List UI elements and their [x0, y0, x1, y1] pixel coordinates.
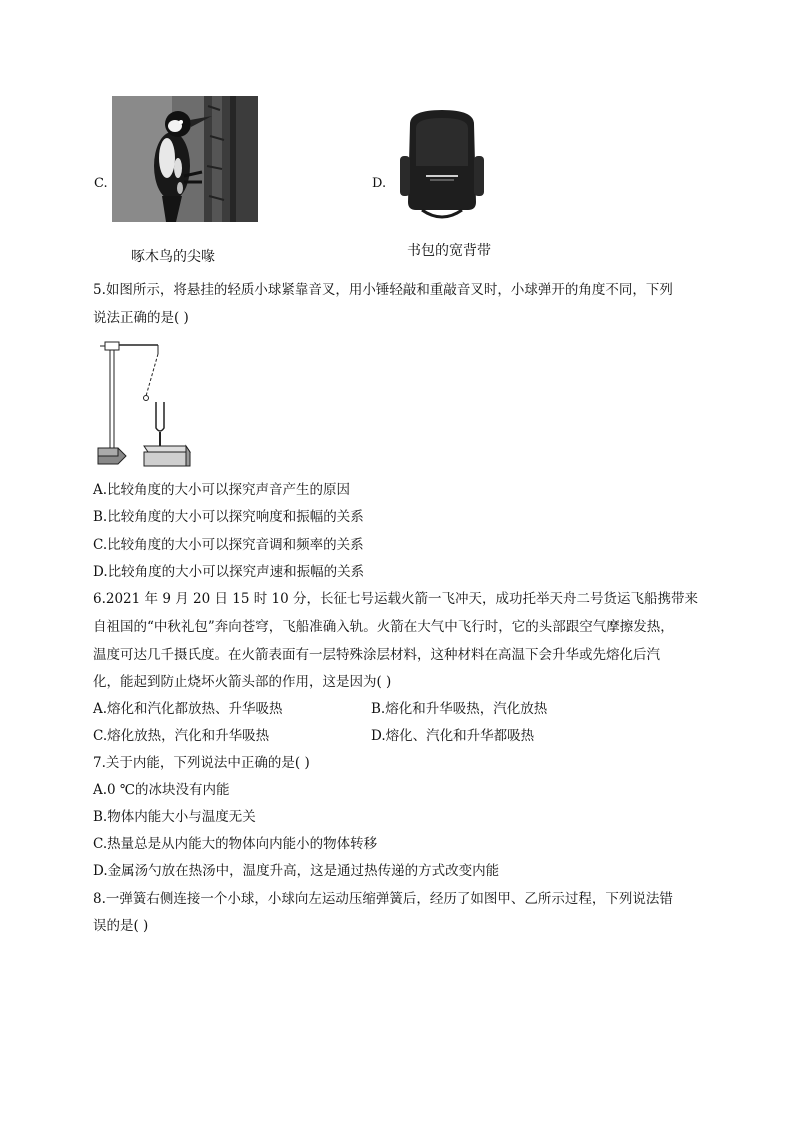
option-d-caption: 书包的宽背带	[407, 243, 491, 259]
q6-option-b: B.熔化和升华吸热，汽化放热	[371, 701, 548, 717]
q5-option-b: B.比较角度的大小可以探究响度和振幅的关系	[93, 509, 364, 525]
q6-option-d: D.熔化、汽化和升华都吸热	[371, 728, 535, 744]
q6-stem-line4: 化，能起到防止烧坏火箭头部的作用，这是因为( )	[93, 674, 392, 690]
q6-stem-line2: 自祖国的“中秋礼包”奔向苍穹，飞船准确入轨。火箭在大气中飞行时，它的头部跟空气摩擦发热，	[93, 619, 674, 635]
q6-stem-line3: 温度可达几千摄氏度。在火箭表面有一层特殊涂层材料，这种材料在高温下会升华或先熔化后汽	[93, 647, 660, 663]
woodpecker-image	[112, 96, 258, 222]
tuning-fork-apparatus-illustration	[96, 336, 192, 470]
q5-stem-line1: 5.如图所示，将悬挂的轻质小球紧靠音叉，用小锤轻敲和重敲音叉时，小球弹开的角度不同，下列	[93, 282, 673, 298]
q6-option-a: A.熔化和汽化都放热、升华吸热	[93, 701, 283, 717]
q5-option-d: D.比较角度的大小可以探究声速和振幅的关系	[93, 564, 365, 580]
q7-option-c: C.热量总是从内能大的物体向内能小的物体转移	[93, 836, 378, 852]
tuning-fork-apparatus-diagram	[96, 336, 192, 470]
q5-option-a: A.比较角度的大小可以探究声音产生的原因	[93, 482, 351, 498]
q7-option-b: B.物体内能大小与温度无关	[93, 809, 256, 825]
q7-stem: 7.关于内能，下列说法中正确的是( )	[93, 755, 310, 771]
q7-option-d: D.金属汤勺放在热汤中，温度升高，这是通过热传递的方式改变内能	[93, 863, 500, 879]
q8-stem-line1: 8.一弹簧右侧连接一个小球，小球向左运动压缩弹簧后，经历了如图甲、乙所示过程，下列说法错	[93, 891, 673, 907]
q6-stem-line1: 6.2021 年 9 月 20 日 15 时 10 分，长征七号运载火箭一飞冲天，成功托举天舟二号货运飞船携带来	[93, 591, 698, 607]
backpack-image	[396, 106, 488, 222]
q7-option-a: A.0 ℃的冰块没有内能	[93, 782, 230, 798]
q6-option-c: C.熔化放热，汽化和升华吸热	[93, 728, 270, 744]
q8-stem-line2: 误的是( )	[93, 918, 149, 934]
option-c-label: C.	[94, 176, 108, 191]
q5-option-c: C.比较角度的大小可以探究音调和频率的关系	[93, 537, 364, 553]
backpack-illustration	[396, 106, 488, 222]
option-d-label: D.	[372, 176, 387, 191]
option-c-caption: 啄木鸟的尖喙	[131, 249, 215, 265]
q5-stem-line2: 说法正确的是( )	[93, 310, 189, 326]
woodpecker-illustration	[112, 96, 258, 222]
